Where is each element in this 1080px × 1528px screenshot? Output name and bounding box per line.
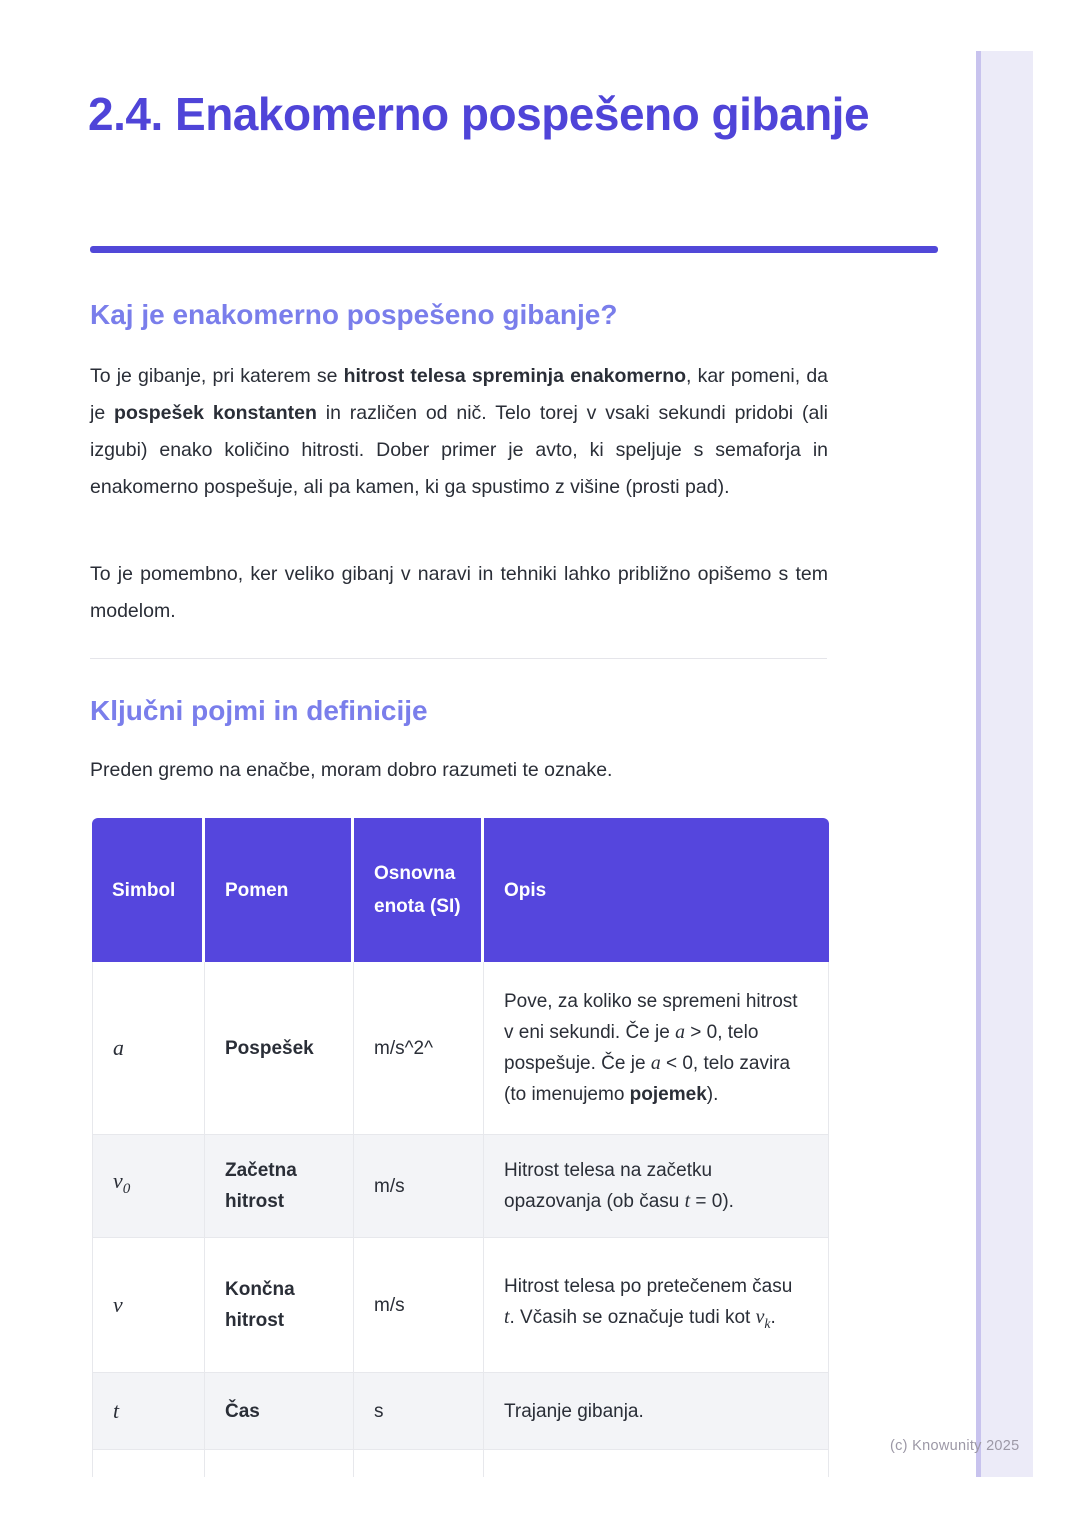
column-header-pomen: Pomen <box>205 818 354 962</box>
column-header-simbol: Simbol <box>92 818 205 962</box>
symbol-cell: a <box>92 962 205 1135</box>
definitions-table <box>92 818 829 1477</box>
table-header-row <box>92 818 829 962</box>
section-divider <box>90 658 827 659</box>
unit-cell: m/s <box>354 1135 484 1238</box>
description-cell <box>484 1450 829 1477</box>
meaning-cell: Končna hitrost <box>205 1238 354 1373</box>
symbol-cell: $v_0$ <box>92 1135 205 1238</box>
meaning-cell <box>205 1450 354 1477</box>
section-heading-terms: Ključni pojmi in definicije <box>90 695 428 726</box>
description-cell: Pove, za koliko se spremeni hitrost v eni sekundi. Če je a > 0, telo pospešuje. Če je a < 0, telo zavira (to imenujemo pojemek). <box>484 962 829 1135</box>
symbol-cell: t <box>92 1373 205 1450</box>
table-row-acceleration <box>92 962 829 1135</box>
title-underline <box>90 246 938 253</box>
column-header-opis: Opis <box>484 818 829 962</box>
unit-cell: m/s^2^ <box>354 962 484 1135</box>
unit-cell: m/s <box>354 1238 484 1373</box>
intro-paragraph-1: To je gibanje, pri katerem se hitrost telesa spreminja enakomerno, kar pomeni, da je pospešek konstanten in različen od nič. Telo torej v vsaki sekundi pridobi (ali izgubi) enako količino hitrosti. Dober primer je avto, ki speljuje s semaforja in enakomerno pospešuje, ali pa kamen, ki ga spustimo z višine (prosti pad). <box>90 365 829 498</box>
column-header-enota: Osnovna enota (SI) <box>354 818 484 962</box>
symbol-cell: v <box>92 1238 205 1373</box>
description-cell: Trajanje gibanja. <box>484 1373 829 1450</box>
definitions-table-grid <box>92 818 829 1477</box>
right-page-edge-strip <box>976 51 1033 1477</box>
page-title: 2.4. Enakomerno pospešeno gibanje <box>88 88 870 140</box>
table-row-partial <box>92 1450 829 1477</box>
table-row-final-velocity <box>92 1238 829 1373</box>
unit-cell: s <box>354 1373 484 1450</box>
intro-paragraph-2: To je pomembno, ker veliko gibanj v naravi in tehniki lahko približno opišemo s tem modelom. <box>90 563 828 622</box>
unit-cell <box>354 1450 484 1477</box>
meaning-cell: Pospešek <box>205 962 354 1135</box>
meaning-cell: Čas <box>205 1373 354 1450</box>
footer-copyright: (c) Knowunity 2025 <box>890 1438 1020 1454</box>
terms-intro-paragraph: Preden gremo na enačbe, moram dobro razumeti te oznake. <box>90 759 613 781</box>
table-row-initial-velocity <box>92 1135 829 1238</box>
description-cell: Hitrost telesa na začetku opazovanja (ob času t = 0). <box>484 1135 829 1238</box>
meaning-cell: Začetna hitrost <box>205 1135 354 1238</box>
table-row-time <box>92 1373 829 1450</box>
symbol-cell <box>92 1450 205 1477</box>
section-heading-intro: Kaj je enakomerno pospešeno gibanje? <box>90 299 618 330</box>
description-cell: Hitrost telesa po pretečenem času t. Včasih se označuje tudi kot $v_k$. <box>484 1238 829 1373</box>
